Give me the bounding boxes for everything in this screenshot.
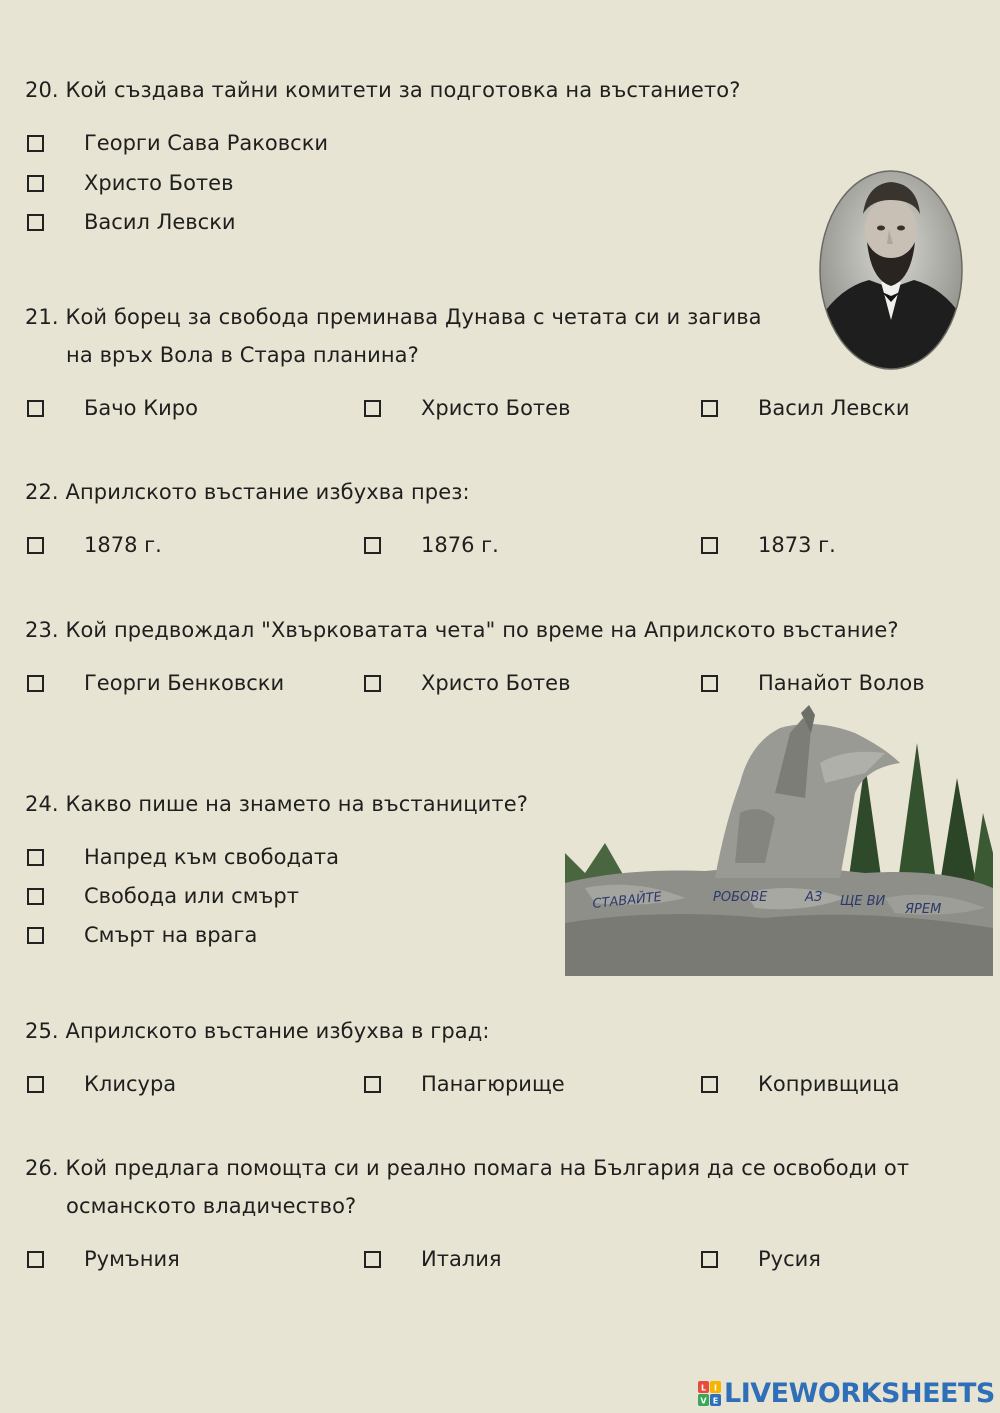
checkbox[interactable] — [27, 888, 44, 905]
option-label: Напред към свободата — [84, 845, 339, 869]
option-label: Христо Ботев — [421, 671, 571, 695]
question-text-line2: османското владичество? — [66, 1194, 357, 1218]
checkbox[interactable] — [27, 135, 44, 152]
question-26 — [25, 1149, 909, 1225]
option-label: Панайот Волов — [758, 671, 925, 695]
checkbox[interactable] — [364, 1076, 381, 1093]
option-label: Клисура — [84, 1072, 177, 1096]
badge-letter: E — [712, 1396, 719, 1405]
question-text: 22. Априлското въстание избухва през: — [25, 480, 470, 504]
option-row[interactable] — [27, 842, 339, 872]
liveworksheets-logo[interactable] — [698, 1378, 995, 1409]
inscription-1: СТАВАЙТЕ — [591, 889, 663, 912]
option-row[interactable] — [27, 668, 284, 698]
option-row[interactable] — [364, 1244, 502, 1274]
badge-letter: I — [714, 1383, 717, 1392]
badge-letter: L — [700, 1383, 707, 1392]
question-21 — [25, 298, 762, 374]
checkbox[interactable] — [701, 400, 718, 417]
option-label: 1876 г. — [421, 533, 499, 557]
live-badge-icon — [698, 1381, 722, 1407]
question-text: 25. Априлското въстание избухва в град: — [25, 1019, 490, 1043]
option-row[interactable] — [27, 920, 257, 950]
option-label: Копривщица — [758, 1072, 900, 1096]
question-24 — [25, 785, 528, 823]
option-label: Русия — [758, 1247, 821, 1271]
checkbox[interactable] — [27, 537, 44, 554]
option-label: Христо Ботев — [421, 396, 571, 420]
option-label: Бачо Киро — [84, 396, 198, 420]
question-25 — [25, 1012, 490, 1050]
option-row[interactable] — [27, 1069, 176, 1099]
checkbox[interactable] — [27, 400, 44, 417]
checkbox[interactable] — [701, 1076, 718, 1093]
option-row[interactable] — [364, 530, 499, 560]
checkbox[interactable] — [27, 175, 44, 192]
question-22 — [25, 473, 470, 511]
option-label: Георги Сава Раковски — [84, 131, 329, 155]
checkbox[interactable] — [701, 675, 718, 692]
inscription-4: ЩЕ ВИ — [840, 894, 886, 909]
logo-text: LIVEWORKSHEETS — [724, 1378, 995, 1409]
option-row[interactable] — [27, 393, 198, 423]
option-label: Италия — [421, 1247, 502, 1271]
option-row[interactable] — [27, 881, 299, 911]
option-label: 1873 г. — [758, 533, 836, 557]
option-label: Панагюрище — [421, 1072, 565, 1096]
inscription-3: АЗ — [805, 890, 823, 905]
checkbox[interactable] — [701, 537, 718, 554]
checkbox[interactable] — [27, 1251, 44, 1268]
question-23 — [25, 611, 899, 649]
question-text-line1: 26. Кой предлага помощта си и реално помага на България да се освободи от — [25, 1156, 910, 1180]
option-row[interactable] — [27, 168, 233, 198]
checkbox[interactable] — [27, 675, 44, 692]
checkbox[interactable] — [364, 675, 381, 692]
question-text-line1: 21. Кой борец за свобода преминава Дунава с четата си и загива — [25, 305, 762, 329]
checkbox[interactable] — [27, 1076, 44, 1093]
option-row[interactable] — [27, 128, 328, 158]
option-row[interactable] — [701, 393, 910, 423]
option-row[interactable] — [701, 1244, 821, 1274]
option-row[interactable] — [701, 668, 925, 698]
option-label: 1878 г. — [84, 533, 162, 557]
option-row[interactable] — [364, 393, 570, 423]
monument-photo — [565, 703, 993, 976]
option-row[interactable] — [27, 1244, 180, 1274]
option-label: Смърт на врага — [84, 923, 258, 947]
option-label: Христо Ботев — [84, 171, 234, 195]
option-row[interactable] — [701, 1069, 899, 1099]
inscription-5: ЯРЕМ — [905, 902, 942, 917]
option-row[interactable] — [364, 668, 570, 698]
checkbox[interactable] — [27, 927, 44, 944]
option-row[interactable] — [701, 530, 836, 560]
option-row[interactable] — [27, 530, 162, 560]
checkbox[interactable] — [27, 214, 44, 231]
question-text: 23. Кой предвождал "Хвърковатата чета" по време на Априлското въстание? — [25, 618, 899, 642]
option-label: Георги Бенковски — [84, 671, 285, 695]
option-label: Васил Левски — [84, 210, 236, 234]
checkbox[interactable] — [364, 400, 381, 417]
checkbox[interactable] — [364, 537, 381, 554]
option-label: Свобода или смърт — [84, 884, 299, 908]
option-row[interactable] — [364, 1069, 565, 1099]
badge-letter: V — [700, 1396, 707, 1405]
checkbox[interactable] — [364, 1251, 381, 1268]
option-row[interactable] — [27, 207, 236, 237]
checkbox[interactable] — [27, 849, 44, 866]
question-text: 24. Какво пише на знамето на въстаниците? — [25, 792, 529, 816]
inscription-2: РОБОВЕ — [713, 890, 768, 905]
option-label: Румъния — [84, 1247, 180, 1271]
checkbox[interactable] — [701, 1251, 718, 1268]
portrait-photo — [819, 170, 964, 370]
question-text: 20. Кой създава тайни комитети за подготовка на въстанието? — [25, 78, 741, 102]
question-20 — [25, 71, 740, 109]
question-text-line2: на връх Вола в Стара планина? — [66, 343, 419, 367]
option-label: Васил Левски — [758, 396, 910, 420]
